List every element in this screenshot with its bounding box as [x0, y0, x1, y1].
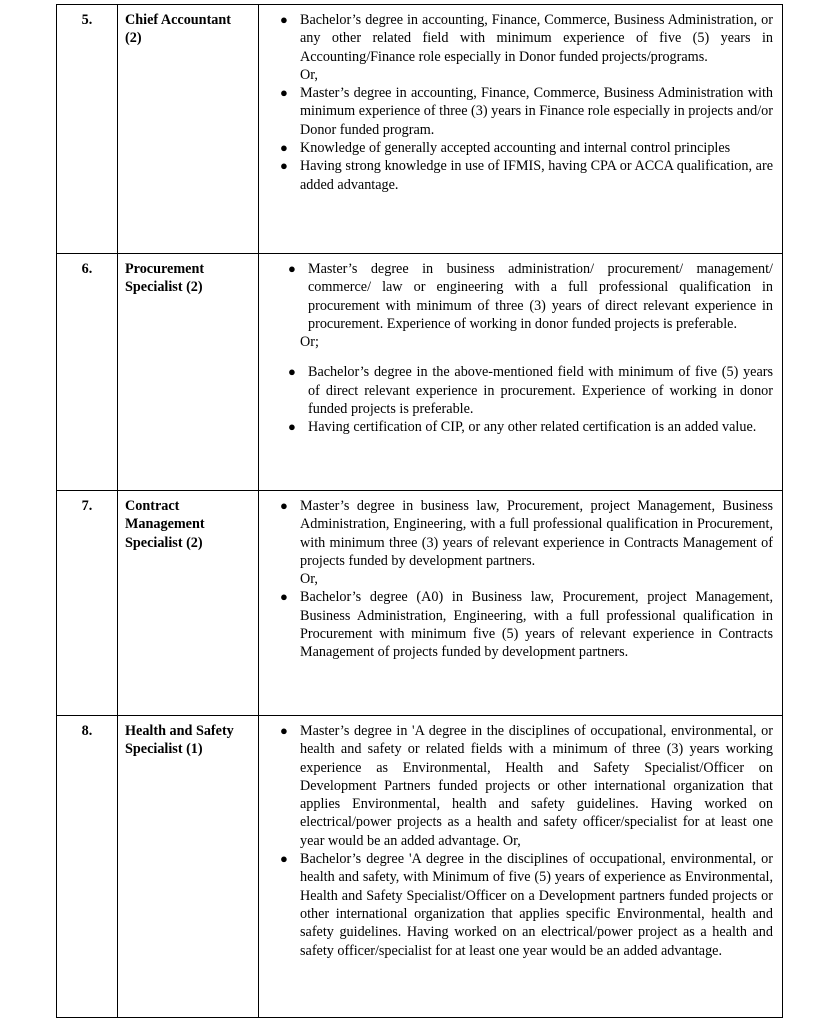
title-line: Health and Safety — [125, 723, 234, 739]
requirement-item: ● Master’s degree in 'A degree in the disciplines of occupational, environmental, or health and safety or related fields with a minimum of three (3) years working experience as Environmental, Health and Safety Specialist/Officer on Development Partners funded projects or other international organization that applies Environmental, health and safety guidelines. Having worked on electrical/power projects as a health and safety officer/specialist for at least one year would be an added advantage. Or, — [280, 723, 773, 849]
bullet-icon: ● — [280, 498, 288, 513]
requirements-list — [278, 11, 773, 194]
bullet-icon: ● — [280, 158, 288, 174]
title-line: Procurement — [125, 261, 205, 277]
requirement-item: ● Master’s degree in business law, Procurement, project Management, Business Administration, Engineering, with a full professional qualification in Procurement, with minimum three (3) years of relevant experience in Contracts Management of projects funded by development partners. — [280, 498, 773, 569]
bullet-icon: ● — [288, 261, 296, 276]
bullet-icon: ● — [288, 419, 296, 435]
requirement-item: ● Bachelor’s degree in accounting, Finance, Commerce, Business Administration, or any other related field with minimum experience of five (5) years in Accounting/Finance role especially in Donor funded projects/programs. — [280, 12, 773, 65]
position-title — [118, 716, 259, 1018]
row-number: 6. — [57, 254, 118, 491]
requirements-cell — [259, 716, 783, 1018]
bullet-icon: ● — [280, 85, 288, 101]
or-separator: Or, — [300, 571, 318, 588]
requirement-item: ● Bachelor’s degree 'A degree in the disciplines of occupational, environmental, or health and safety, with Minimum of five (5) years of experience as Environmental, Health and Safety Specialist/Officer on a Development partners funded projects or other international organization that applies specific Environmental, health and safety guidelines. Having worked on an electrical/power project as a health and safety officer/specialist for at least one year would be an added advantage. — [280, 851, 773, 959]
bullet-icon: ● — [280, 140, 288, 156]
requirements-list — [278, 722, 773, 960]
requirements-cell — [259, 254, 783, 491]
table-row — [57, 254, 783, 491]
title-line: Management — [125, 516, 205, 533]
job-requirements-table — [56, 4, 783, 1018]
bullet-icon: ● — [280, 851, 288, 867]
table-row — [57, 491, 783, 716]
or-separator: Or; — [300, 334, 319, 351]
spacer — [286, 351, 773, 363]
requirement-item: ● Having certification of CIP, or any other related certification is an added value. — [288, 419, 757, 436]
title-line: Contract — [125, 498, 180, 514]
requirement-item: ● Master’s degree in accounting, Finance, Commerce, Business Administration with minimum experience of three (3) years in Finance role especially in projects and/or Donor funded program. — [280, 85, 773, 138]
requirement-item: ● Knowledge of generally accepted accounting and internal control principles — [280, 140, 731, 157]
position-title — [118, 5, 259, 254]
bullet-icon: ● — [280, 723, 288, 738]
title-line: Specialist (2) — [125, 279, 203, 296]
or-separator: Or, — [300, 66, 318, 83]
title-line: Chief Accountant — [125, 12, 232, 28]
row-number: 7. — [57, 491, 118, 716]
table-row — [57, 716, 783, 1018]
bullet-icon: ● — [280, 12, 288, 27]
requirements-cell — [259, 5, 783, 254]
requirement-item: ● Bachelor’s degree in the above-mentioned field with minimum of five (5) years of direct relevant experience in procurement. Experience of working in donor funded projects is preferable. — [288, 364, 773, 418]
requirements-list — [278, 497, 773, 662]
bullet-icon: ● — [280, 589, 288, 605]
requirement-item: ● Bachelor’s degree (A0) in Business law, Procurement, project Management, Business Administration, Engineering, with a full professional qualification in Procurement with minimum five (5) years of relevant experience in Contracts Management of projects funded by development partners. — [280, 589, 773, 661]
position-title — [118, 491, 259, 716]
requirement-item: ● Master’s degree in business administration/ procurement/ management/ commerce/ law or engineering with a full professional qualification in procurement with minimum of three (3) years of direct relevant experience in procurement. Experience of working in donor funded projects is preferable. — [288, 261, 773, 332]
table-row — [57, 5, 783, 254]
requirements-list — [286, 260, 773, 437]
row-number: 8. — [57, 716, 118, 1018]
title-line: Specialist (1) — [125, 741, 203, 758]
title-line: (2) — [125, 30, 142, 47]
position-title — [118, 254, 259, 491]
row-number: 5. — [57, 5, 118, 254]
requirement-item: ● Having strong knowledge in use of IFMIS, having CPA or ACCA qualification, are added advantage. — [280, 158, 773, 193]
requirements-cell — [259, 491, 783, 716]
bullet-icon: ● — [288, 364, 296, 380]
title-line: Specialist (2) — [125, 534, 203, 551]
